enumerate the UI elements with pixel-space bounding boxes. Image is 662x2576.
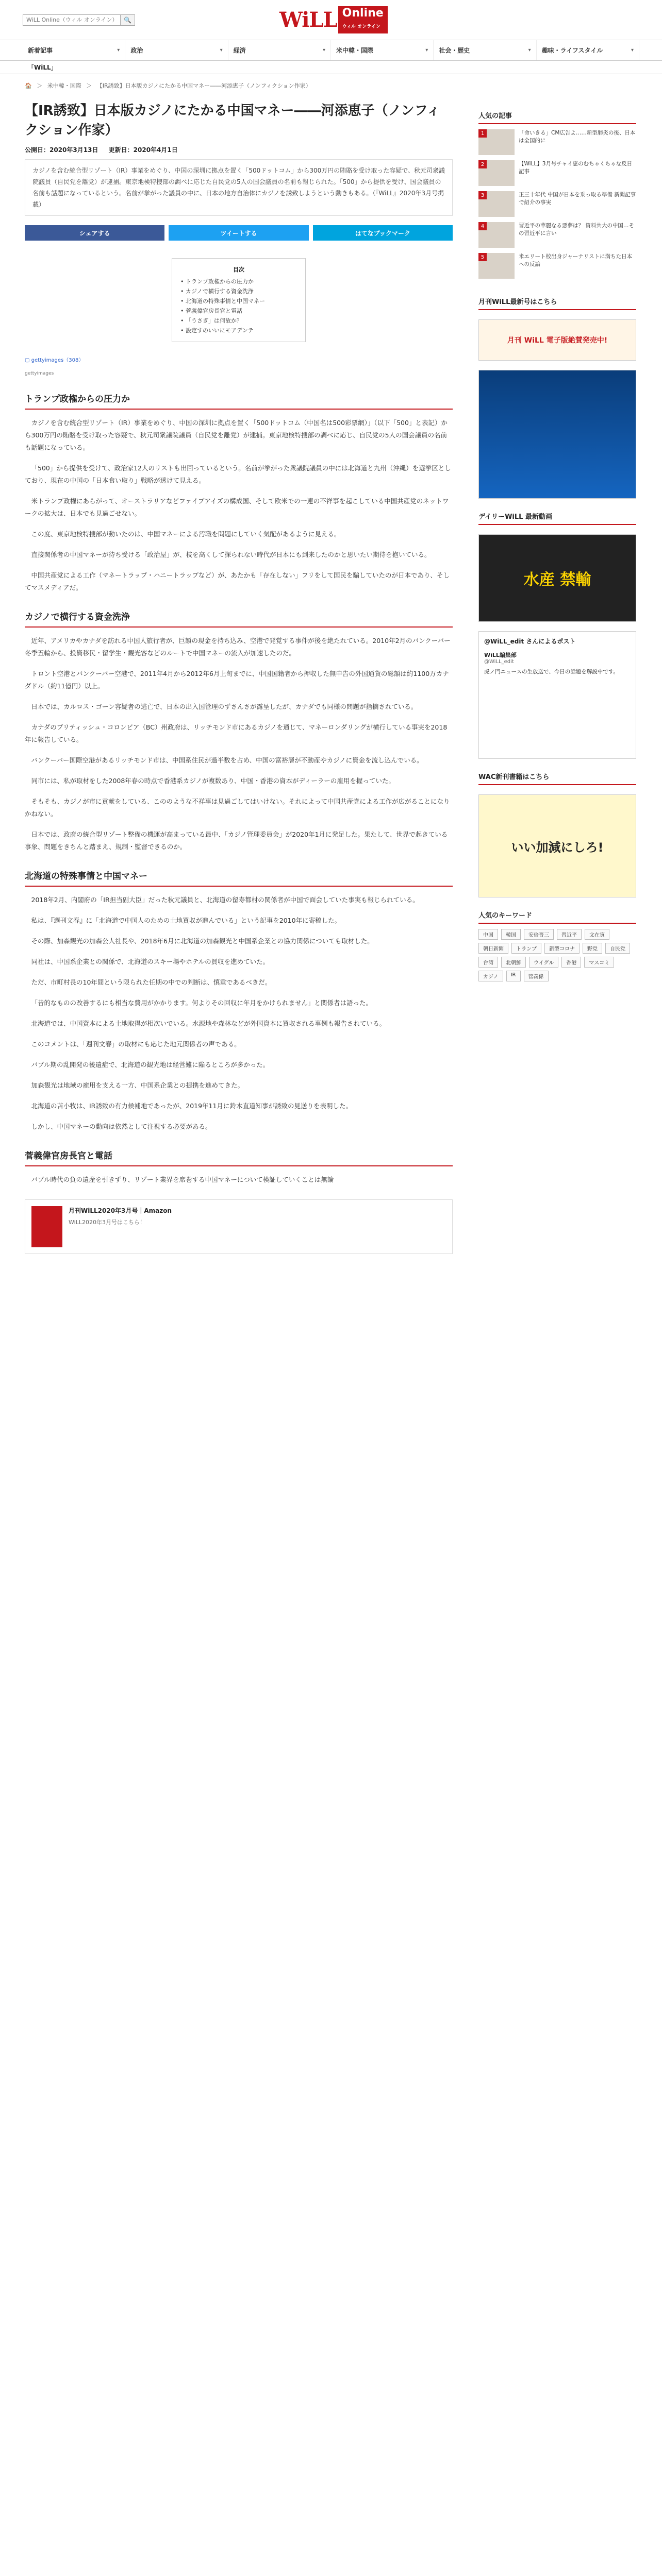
book-banner[interactable]: いい加減にしろ! bbox=[478, 794, 636, 897]
chevron-down-icon: ▾ bbox=[425, 47, 428, 53]
article-paragraph: トロント空港とバンクーバー空港で、2011年4月から2012年6月上旬までに、中国国籍者から押収した無申告の外国通貨の総額は約1100万カナダドル（約11億円）以上。 bbox=[25, 670, 449, 690]
rank-number: 4 bbox=[478, 222, 487, 230]
keyword-tag[interactable]: 菅義偉 bbox=[524, 971, 549, 981]
toc-item[interactable]: • 北海道の特殊事情と中国マネー bbox=[180, 298, 265, 304]
article-paragraph: 北海道の苫小牧は、IR誘致の有力候補地であったが、2019年11月に鈴木直道知事が誘致の見送りを表明した。 bbox=[31, 1102, 352, 1110]
keyword-tag[interactable]: 安倍晋三 bbox=[524, 929, 554, 940]
ranking-title-text: 正三十年代 中国が日本を乗っ取る準備 新聞記事で紹介の事実 bbox=[519, 192, 636, 206]
book-desc: WiLL2020年3月号はこちら！ bbox=[69, 1219, 145, 1226]
keyword-tag[interactable]: 北朝鮮 bbox=[501, 957, 526, 968]
keyword-tag[interactable]: 新型コロナ bbox=[544, 943, 580, 954]
twitter-embed: @WiLL_edit さんによるポスト WiLL編集部 @WiLL_edit 虎ノ門ニュースの生放送で、今日の話題を解説中です。 bbox=[478, 631, 636, 759]
article-paragraph: その際、加森観光の加森公人社長や、2018年6月に北海道の加森観光と中国系企業との協力関係についても取材した。 bbox=[31, 937, 374, 945]
ranking-thumb bbox=[478, 160, 515, 186]
article-paragraph: しかし、中国マネーの動向は依然として注視する必要がある。 bbox=[31, 1123, 212, 1130]
ranking-title-text: 【WiLL】3月号チャイ恵のむちゃくちゃな反日記事 bbox=[519, 161, 633, 175]
ad-banner[interactable] bbox=[478, 370, 636, 499]
keyword-tag[interactable]: IR bbox=[506, 971, 521, 981]
chevron-down-icon: ▾ bbox=[322, 47, 325, 53]
chevron-down-icon: ▾ bbox=[220, 47, 223, 53]
keyword-tag[interactable]: 野党 bbox=[583, 943, 602, 954]
article-paragraph: そもそも、カジノが市に貢献をしている、こののような不祥事は見過ごしてはいけない。それによって中国共産党による工作が広がることになりかねない。 bbox=[25, 798, 450, 818]
ranking-thumb bbox=[478, 222, 515, 248]
table-of-contents bbox=[172, 258, 306, 342]
article-body bbox=[25, 392, 453, 1186]
article-paragraph: バブル時代の負の遺産を引きずり、リゾート業界を席巻する中国マネーについて検証していくことは無論 bbox=[31, 1176, 334, 1183]
ranking-thumb bbox=[478, 253, 515, 279]
keyword-tag[interactable]: 台湾 bbox=[478, 957, 498, 968]
toc-item[interactable]: • 「うさぎ」は何故か？ bbox=[180, 317, 242, 324]
article-paragraph: 加森観光は地域の雇用を支える一方、中国系企業との提携を進めてきた。 bbox=[31, 1081, 244, 1089]
rank-number: 1 bbox=[478, 129, 487, 138]
ranking-thumb bbox=[478, 191, 515, 217]
article-paragraph: この度、東京地検特捜部が動いたのは、中国マネーによる汚職を問題にしていく気配があるように見える。 bbox=[31, 530, 341, 538]
chevron-down-icon: ▾ bbox=[631, 47, 634, 53]
ranking-title-text: 米エリート校出身ジャーナリストに満ちた日本への反論 bbox=[519, 253, 633, 267]
keyword-tag[interactable]: カジノ bbox=[478, 971, 503, 981]
article-paragraph: ただ、市町村長の10年間という限られた任期の中での判断は、慎重であるべきだ。 bbox=[31, 978, 272, 986]
logo-online-text: Online ウィル オンライン bbox=[338, 6, 388, 33]
magazine-title: 月刊WiLL最新号はこちら bbox=[478, 293, 636, 310]
ranking-item[interactable] bbox=[478, 222, 636, 248]
chevron-down-icon: ▾ bbox=[117, 47, 120, 53]
published-date: 公開日：2020年3月13日 bbox=[25, 146, 98, 154]
article-paragraph: 私は、『週刊文春』に「北海道で中国人のための土地買収が進んでいる」という記事を2010年に寄稿した。 bbox=[31, 917, 341, 924]
nav-item-new[interactable]: 新着記事 ▾ bbox=[23, 40, 125, 60]
video-thumbnail[interactable]: 水産 禁輸 bbox=[478, 534, 636, 622]
toc-item[interactable]: • カジノで横行する資金洗浄 bbox=[180, 288, 254, 295]
nav-item-politics[interactable]: 政治 ▾ bbox=[125, 40, 228, 60]
book-link[interactable]: 月刊WiLL2020年3月号｜Amazon bbox=[69, 1207, 172, 1214]
books-title: WAC新刊書籍はこちら bbox=[478, 768, 636, 785]
article-paragraph: 米トランプ政権にあらがって、オーストラリアなどファイブアイズの構成国、そして欧米での一連の不祥事を起こしている中国共産党のネットワークの拡大は、日本でも見過ごせない。 bbox=[25, 497, 449, 517]
twitter-share-button[interactable]: ツイートする bbox=[169, 225, 308, 241]
article-paragraph: 2018年2月、内閣府の「IR担当副大臣」だった秋元議員と、北海道の留寿都村の関係者が中国で面会していた事実も報じられている。 bbox=[31, 896, 419, 904]
nav-item-economy[interactable]: 経済 ▾ bbox=[228, 40, 331, 60]
article-dates bbox=[25, 145, 453, 154]
keyword-tag[interactable]: ウイグル bbox=[529, 957, 558, 968]
ranking-title: 人気の記事 bbox=[478, 107, 636, 124]
ranking-item[interactable] bbox=[478, 160, 636, 186]
nav-item-society[interactable]: 社会・歴史 ▾ bbox=[434, 40, 536, 60]
sidebar bbox=[478, 90, 636, 1267]
keyword-tag[interactable]: 習近平 bbox=[557, 929, 582, 940]
book-cover bbox=[31, 1206, 62, 1247]
ranking-title-text: 習近平の華麗なる悪夢は？ 資料共大の中国…その習近平に言い bbox=[519, 223, 634, 236]
article-paragraph: 同社は、中国系企業との関係で、北海道のスキー場やホテルの買収を進めていた。 bbox=[31, 958, 270, 965]
nav-item-lifestyle[interactable]: 趣味・ライフスタイル ▾ bbox=[537, 40, 639, 60]
book-promo[interactable] bbox=[25, 1199, 453, 1254]
top-bar bbox=[0, 0, 662, 40]
article-paragraph: バンクーバー国際空港があるリッチモンド市は、中国系住民が過半数を占め、中国の富裕層が不動産やカジノに資金を流し込んでいる。 bbox=[31, 756, 423, 764]
keyword-tag[interactable]: トランプ bbox=[511, 943, 541, 954]
sub-nav bbox=[0, 61, 662, 74]
article-paragraph: 中国共産党による工作（マネートラップ・ハニートラップなど）が、あたかも「存在しない」フリをして国民を騙していたのが日本であり、そしてマスメディアだ。 bbox=[25, 571, 450, 591]
rank-number: 5 bbox=[478, 253, 487, 261]
hatena-bookmark-button[interactable]: はてなブックマーク bbox=[313, 225, 453, 241]
article-paragraph: 近年、アメリカやカナダを訪れる中国人旅行者が、巨額の現金を持ち込み、空港で発覚する事件が後を絶たれている。2010年2月のバンクーバー冬季五輪から、投資移民・留学生・観光客などのルートで中国マネーの流入が加速したのだ。 bbox=[25, 637, 451, 657]
tag-list bbox=[478, 929, 636, 981]
keyword-tag[interactable]: 文在寅 bbox=[585, 929, 609, 940]
rank-number: 2 bbox=[478, 160, 487, 168]
chevron-down-icon: ▾ bbox=[528, 47, 531, 53]
article-paragraph: 日本では、政府の統合型リゾート整備の機運が高まっている最中、「カジノ管理委員会」が2020年1月に発足した。果たして、世界で起きている事象、問題をきちんと踏まえ、規制・監督できるのか。 bbox=[25, 831, 448, 851]
article-paragraph: 「昔的なものの改善するにも相当な費用がかかります。何よりその回収に年月をかけられません」と関係者は語った。 bbox=[31, 999, 373, 1007]
nav-item-will[interactable]: 「WiLL」 bbox=[28, 64, 57, 71]
twitter-account[interactable]: WiLL編集部 bbox=[484, 652, 517, 658]
article-paragraph: バブル期の乱開発の後遺症で、北海道の観光地は経営難に陥るところが多かった。 bbox=[31, 1061, 270, 1069]
logo-will-text: WiLL bbox=[279, 8, 337, 32]
page-title: 【IR誘致】日本版カジノにたかる中国マネー――河添恵子（ノンフィクション作家） bbox=[25, 103, 440, 138]
toc-title: 目次 bbox=[233, 266, 244, 273]
breadcrumb-category[interactable]: 米中韓・国際 bbox=[47, 82, 81, 89]
breadcrumb: 🏠 ＞ 米中韓・国際 ＞ 【IR誘致】日本版カジノにたかる中国マネー――河添恵子（ノンフィクション作家） bbox=[25, 82, 311, 89]
toc-item[interactable]: • トランプ政権からの圧力か bbox=[180, 278, 254, 285]
image-credit: gettyimages bbox=[25, 371, 54, 376]
ranking-thumb bbox=[478, 129, 515, 155]
article-paragraph: 北海道では、中国資本による土地取得が相次いでいる。水源地や森林などが外国資本に買収される事例も報告されている。 bbox=[31, 1020, 386, 1027]
section-heading: カジノで横行する資金洗浄 bbox=[25, 609, 453, 628]
nav-item-international[interactable]: 米中韓・国際 ▾ bbox=[331, 40, 434, 60]
section-heading: 北海道の特殊事情と中国マネー bbox=[25, 869, 453, 887]
article-paragraph: カナダのブリティッシュ・コロンビア（BC）州政府は、リッチモンド市にあるカジノを通じて、マネーロンダリングが横行している事実を2018年に報告している。 bbox=[25, 723, 448, 743]
keyword-tag[interactable]: 中国 bbox=[478, 929, 498, 940]
keyword-tag[interactable]: 韓国 bbox=[501, 929, 521, 940]
article-paragraph: 直接関係者の中国マネーが待ち受ける「政治屋」が、枝を高くして探られない時代が日本にも到来したのかと思いたい期待を抱いている。 bbox=[31, 551, 431, 558]
home-icon[interactable]: 🏠 bbox=[25, 82, 32, 89]
toc-item[interactable]: • 菅義偉官房長官と電話 bbox=[180, 308, 242, 314]
site-logo[interactable] bbox=[279, 6, 388, 33]
article-image: ▢ gettyimages（308） bbox=[25, 358, 84, 363]
keyword-tag[interactable]: 朝日新聞 bbox=[478, 943, 508, 954]
search-button[interactable]: 🔍 bbox=[121, 14, 135, 26]
keyword-tag[interactable]: 自民党 bbox=[605, 943, 630, 954]
ranking-item[interactable] bbox=[478, 191, 636, 217]
article-paragraph: カジノを含む統合型リゾート（IR）事業をめぐり、中国の深圳に拠点を置く「500ドットコム（中国名は500彩票網）」（以下「500」と表記）から300万円の賄賂を受け取った容疑で、秋元司衆議院議員（自民党を離党）が逮捕。東京地検特捜部の調べに応じ、自民党の5人の国会議員の名前も話題になっている。 bbox=[25, 419, 448, 451]
ranking-item[interactable] bbox=[478, 253, 636, 279]
article-paragraph: 日本では、カルロス・ゴーン容疑者の逃亡で、日本の出入国管理のずさんさが露呈したが、カナダでも同様の問題が指摘されている。 bbox=[31, 703, 418, 710]
search-box bbox=[23, 14, 135, 26]
article-paragraph: 「500」から提供を受けて、政治家12人のリストも出回っているという。名前が挙がった衆議院議員の中には北海道と九州（沖縄）を選挙区としており、現在の中国の「日本食い取り」戦略が透けて見える。 bbox=[25, 464, 451, 484]
breadcrumb-current: 【IR誘致】日本版カジノにたかる中国マネー――河添恵子（ノンフィクション作家） bbox=[96, 82, 311, 89]
section-heading: トランプ政権からの圧力か bbox=[25, 392, 453, 410]
ranking-item[interactable] bbox=[478, 129, 636, 155]
toc-item[interactable]: • 設定すのいいにモアデンテ bbox=[180, 327, 254, 334]
updated-date: 更新日：2020年4月1日 bbox=[108, 146, 178, 154]
article-lead: カジノを含む統合型リゾート（IR）事業をめぐり、中国の深圳に拠点を置く「500ドットコム」から300万円の賄賂を受け取った容疑で、秋元司衆議院議員（自民党を離党）が逮捕。東京地検特捜部の調べに応じた自民党の5人の国会議員の名前も報じられた。「500」から提供を受け、国会議員の名前も話題になっているという。名前が挙がった議員の中に、日本の地方自治体にカジノを誘致しようという動きもある。（『WiLL』2020年3月号掲載） bbox=[25, 159, 453, 216]
section-heading: 菅義偉官房長官と電話 bbox=[25, 1148, 453, 1166]
article-paragraph: 同市には、私が取材をした2008年春の時点で香港系カジノが複数あり、中国・香港の資本がディーラーの雇用を握っていた。 bbox=[31, 777, 395, 785]
keyword-tag[interactable]: マスコミ bbox=[584, 957, 614, 968]
share-buttons bbox=[25, 225, 453, 241]
keyword-tag[interactable]: 香港 bbox=[561, 957, 581, 968]
rank-number: 3 bbox=[478, 191, 487, 199]
facebook-share-button[interactable]: シェアする bbox=[25, 225, 164, 241]
search-input[interactable] bbox=[23, 14, 121, 26]
main-nav bbox=[0, 40, 662, 61]
article bbox=[25, 90, 453, 1267]
tags-title: 人気のキーワード bbox=[478, 907, 636, 924]
magazine-banner[interactable]: 月刊 WiLL 電子版絶賛発売中! bbox=[478, 319, 636, 361]
ranking-list bbox=[478, 129, 636, 279]
daily-will-title: デイリーWiLL 最新動画 bbox=[478, 508, 636, 525]
article-paragraph: このコメントは、「週刊文春」の取材にも応じた地元関係者の声である。 bbox=[31, 1040, 241, 1048]
ranking-title-text: 「命いきる」CM広告よ……新型肺炎の後、日本は全国的に bbox=[519, 130, 636, 144]
